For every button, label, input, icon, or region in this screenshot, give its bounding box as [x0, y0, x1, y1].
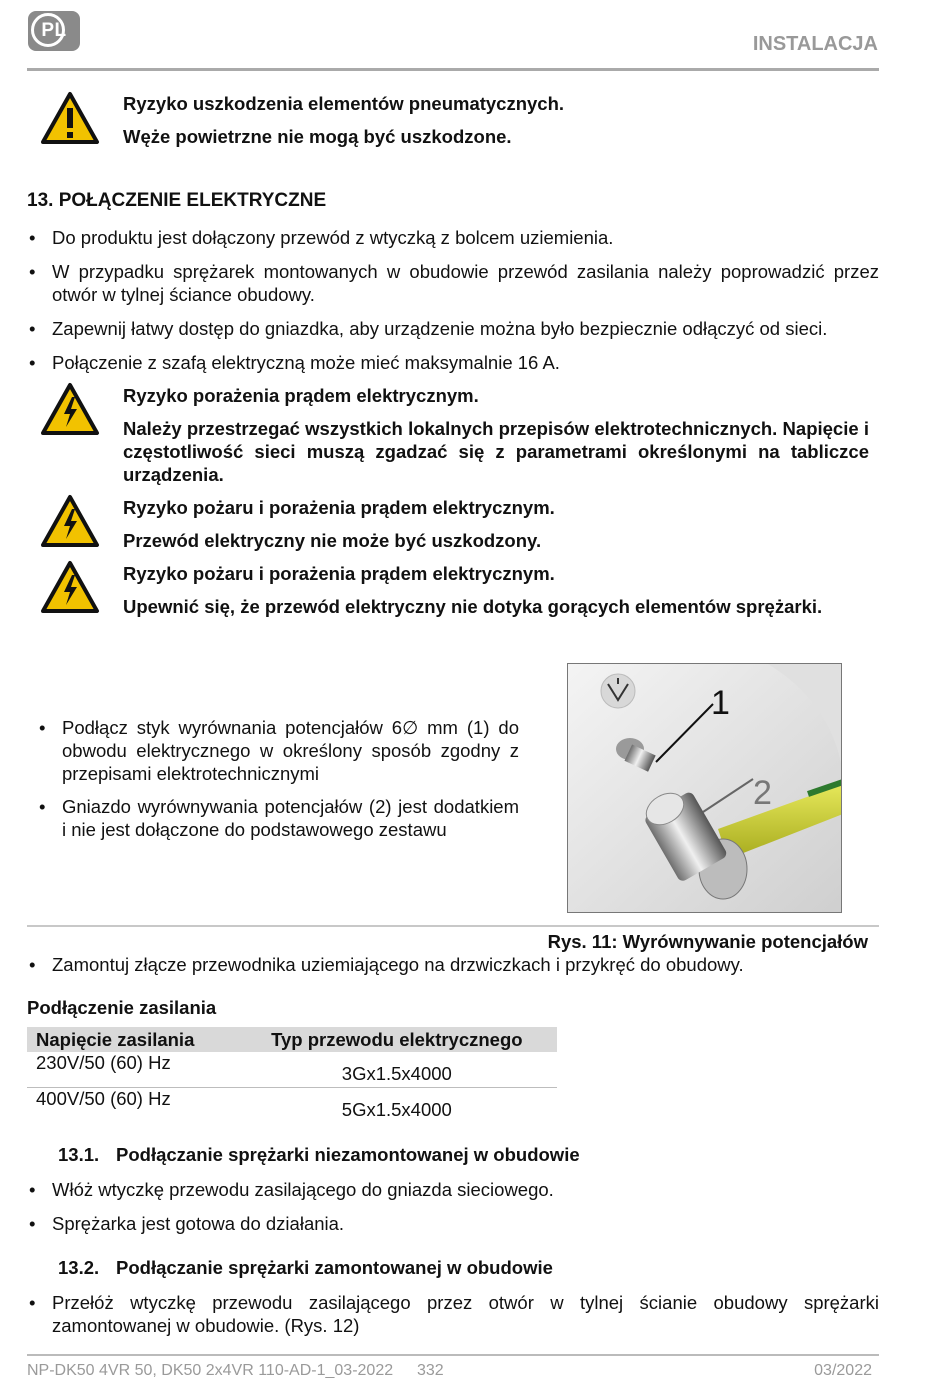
- list-item: • W przypadku sprężarek montowanych w obudowie przewód zasilania należy poprowadzić przez otwór w tylnej ściance obudowy.: [27, 260, 879, 306]
- table-cell: 400V/50 (60) Hz: [36, 1088, 171, 1109]
- power-connection-table: [27, 1027, 557, 1123]
- electric-shock-warning-icon: [40, 560, 100, 614]
- section-heading: 13. POŁĄCZENIE ELEKTRYCZNE: [27, 190, 327, 211]
- electric-shock-warning-icon: [40, 494, 100, 548]
- list-item: • Włóż wtyczkę przewodu zasilającego do gniazda sieciowego.: [27, 1178, 879, 1201]
- list-item: • Połączenie z szafą elektryczną może mieć maksymalnie 16 A.: [27, 351, 879, 374]
- list-item: • Zapewnij łatwy dostęp do gniazdka, aby urządzenie można było bezpiecznie odłączyć od sieci.: [27, 317, 879, 340]
- callout-2-label: 2: [753, 774, 772, 812]
- subsection-number: 13.1.: [58, 1144, 100, 1165]
- table-row: [27, 1052, 557, 1088]
- list-item: • Do produktu jest dołączony przewód z wtyczką z bolcem uziemienia.: [27, 226, 879, 249]
- warning-title: Ryzyko pożaru i porażenia prądem elektrycznym.: [123, 563, 555, 584]
- warning-text: Węże powietrzne nie mogą być uszkodzone.: [123, 126, 512, 147]
- electric-shock-warning-icon: [40, 382, 100, 436]
- subsection-heading: Podłączenie zasilania: [27, 997, 217, 1018]
- table-cell: 5Gx1.5x4000: [341, 1099, 452, 1120]
- footer-date: 03/2022: [814, 1362, 872, 1379]
- footer-divider: [27, 1354, 879, 1356]
- figure-caption: Rys. 11: Wyrównywanie potencjałów: [547, 931, 868, 952]
- section-title: INSTALACJA: [752, 33, 878, 55]
- footer-doc-id: NP-DK50 4VR 50, DK50 2x4VR 110-AD-1_03-2022: [27, 1362, 394, 1379]
- table-header-cable-type: Typ przewodu elektrycznego: [237, 1027, 557, 1052]
- table-cell: 230V/50 (60) Hz: [27, 1052, 237, 1088]
- list-item: • Sprężarka jest gotowa do działania.: [27, 1212, 879, 1235]
- warning-text: Upewnić się, że przewód elektryczny nie dotyka gorących elementów sprężarki.: [123, 596, 823, 617]
- list-item: • Przełóż wtyczkę przewodu zasilającego przez otwór w tylnej ścianie obudowy sprężarki zamontowanej w obudowie. (Rys. 12): [27, 1291, 879, 1337]
- subsection-title: Podłączanie sprężarki zamontowanej w obudowie: [116, 1257, 553, 1278]
- footer-page-number: 332: [417, 1362, 444, 1379]
- header-divider: [27, 68, 879, 71]
- warning-text: Należy przestrzegać wszystkich lokalnych przepisów elektrotechnicznych. Napięcie i częstotliwość sieci muszą zgadzać się z parametrami określonymi na tabliczce urządzenia.: [123, 418, 869, 485]
- list-item: • Gniazdo wyrównywania potencjałów (2) jest dodatkiem i nie jest dołączone do podstawowego zestawu: [37, 795, 519, 841]
- list-item: • Zamontuj złącze przewodnika uziemiającego na drzwiczkach i przykręć do obudowy.: [27, 953, 879, 976]
- subsection-title: Podłączanie sprężarki niezamontowanej w obudowie: [116, 1144, 580, 1165]
- equipotential-photo: [567, 663, 842, 913]
- table-cell: 3Gx1.5x4000: [237, 1052, 557, 1088]
- list-item: • Podłącz styk wyrównania potencjałów 6∅ mm (1) do obwodu elektrycznego w określony sposób zgodny z przepisami elektrotechnicznymi: [37, 716, 519, 785]
- warning-title: Ryzyko pożaru i porażenia prądem elektrycznym.: [123, 497, 555, 518]
- language-badge: [28, 11, 80, 51]
- callout-1-label: 1: [711, 684, 730, 722]
- exclamation-warning-icon: [40, 91, 100, 145]
- warning-title: Ryzyko uszkodzenia elementów pneumatycznych.: [123, 93, 565, 114]
- table-header-voltage: Napięcie zasilania: [27, 1027, 237, 1052]
- figure-divider: [27, 925, 879, 927]
- language-code: PL: [41, 20, 67, 41]
- table-row: [27, 1088, 557, 1124]
- warning-text: Przewód elektryczny nie może być uszkodzony.: [123, 530, 542, 551]
- subsection-number: 13.2.: [58, 1257, 100, 1278]
- warning-title: Ryzyko porażenia prądem elektrycznym.: [123, 385, 479, 406]
- table-header-row: [27, 1027, 557, 1052]
